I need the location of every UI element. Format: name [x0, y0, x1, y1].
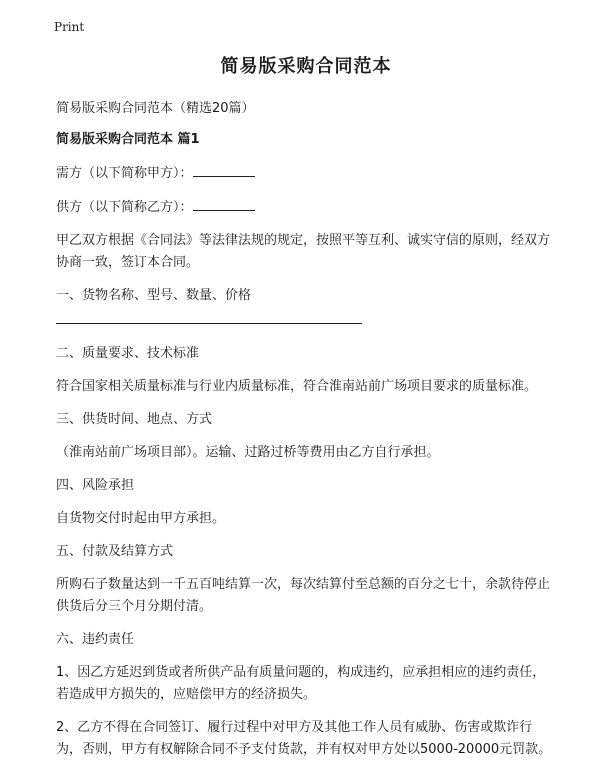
paragraph-delivery: （淮南站前广场项目部）。运输、过路过桥等费用由乙方自行承担。	[56, 445, 440, 460]
paragraph-liability-1: 1、因乙方延迟到货或者所供产品有质量问题的，构成违约，应承担相应的违约责任，若造成甲方损失的，应赔偿甲方的经济损失。	[56, 665, 546, 702]
heading-delivery: 三、供货时间、地点、方式	[56, 412, 213, 427]
seller-line	[56, 196, 556, 219]
paragraph-risk: 自货物交付时起由甲方承担。	[56, 511, 226, 526]
intro-paragraph: 甲乙双方根据《合同法》等法律法规的规定，按照平等互利、诚实守信的原则，经双方协商一致，签订本合同。	[56, 233, 551, 270]
section-title: 简易版采购合同范本 篇1	[56, 132, 200, 147]
print-link[interactable]: Print	[54, 20, 85, 34]
buyer-label: 需方（以下简称甲方）：	[56, 166, 193, 181]
buyer-blank	[193, 162, 255, 177]
document-title: 简易版采购合同范本	[220, 56, 392, 77]
buyer-line	[56, 162, 556, 185]
heading-risk: 四、风险承担	[56, 478, 135, 493]
document-page	[56, 52, 556, 772]
goods-blank-line	[56, 322, 362, 324]
seller-blank	[193, 196, 255, 211]
heading-goods: 一、货物名称、型号、数量、价格	[56, 288, 252, 303]
paragraph-quality: 符合国家相关质量标准与行业内质量标准，符合淮南站前广场项目要求的质量标准。	[56, 379, 538, 394]
paragraph-payment: 所购石子数量达到一千五百吨结算一次，每次结算付至总额的百分之七十，余款待停止供货后分三个月分期付清。	[56, 577, 551, 614]
document-subtitle: 简易版采购合同范本（精选20篇）	[56, 101, 255, 116]
paragraph-liability-2: 2、乙方不得在合同签订、履行过程中对甲方及其他工作人员有威胁、伤害或欺诈行为，否则，甲方有权解除合同不予支付货款，并有权对甲方处以5000-20000元罚款。	[56, 720, 552, 757]
seller-label: 供方（以下简称乙方）：	[56, 200, 193, 215]
heading-liability: 六、违约责任	[56, 632, 135, 647]
heading-quality: 二、质量要求、技术标准	[56, 346, 200, 361]
heading-payment: 五、付款及结算方式	[56, 544, 174, 559]
